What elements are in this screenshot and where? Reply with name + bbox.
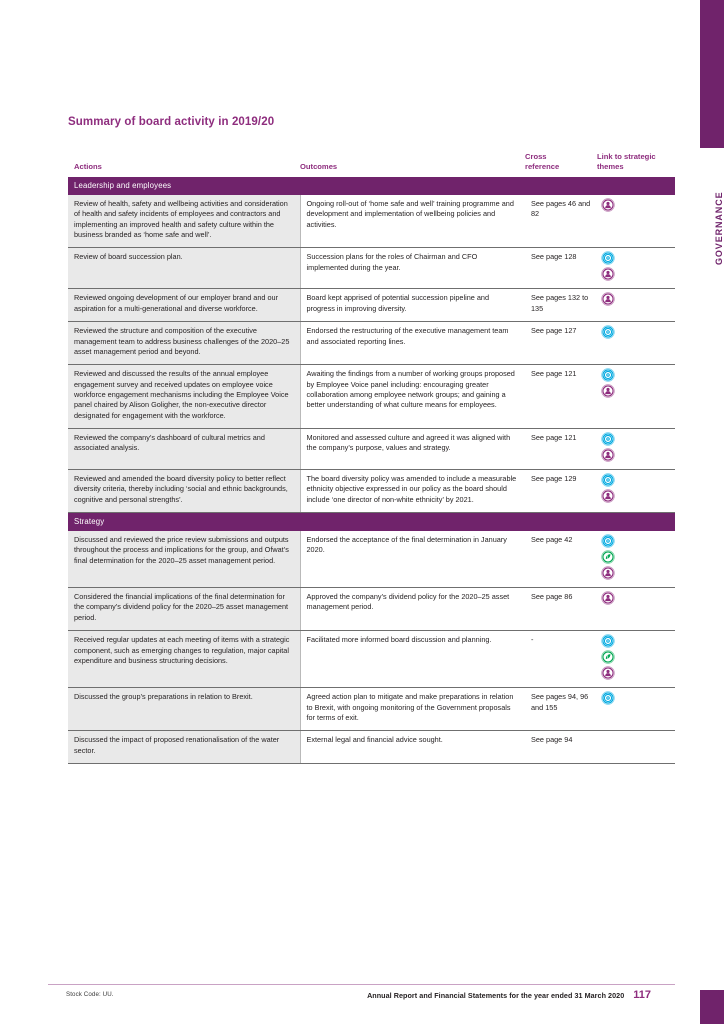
cell-outcomes: Awaiting the findings from a number of working groups proposed by Employee Voice panel including: encouraging greater collaboration among employee network groups; and gaining a better understanding of what culture means for employees. [300, 365, 525, 429]
cell-actions: Review of board succession plan. [68, 248, 300, 289]
column-header-link-themes [597, 140, 675, 177]
cell-actions: Reviewed the structure and composition of the executive management team to address business challenges of the 2020–25 asset management period and beyond. [68, 322, 300, 365]
cell-strategic-themes [597, 248, 675, 289]
cell-strategic-themes [597, 631, 675, 688]
cell-strategic-themes [597, 531, 675, 588]
table-row [68, 195, 675, 248]
people-theme-icon [601, 267, 615, 281]
section-tab [700, 0, 724, 1024]
cell-cross-reference: See pages 132 to 135 [525, 289, 597, 322]
cell-actions: Review of health, safety and wellbeing activities and consideration of health and safety incidents of employees and contractors and implementing an improved health and safety culture within the business branded as ‘home safe and well’. [68, 195, 300, 248]
customers-theme-icon [601, 534, 615, 548]
environment-theme-icon [601, 550, 615, 564]
theme-icon-stack [601, 691, 667, 705]
customers-theme-icon [601, 432, 615, 446]
cell-outcomes: Monitored and assessed culture and agreed it was aligned with the company’s purpose, values and strategy. [300, 429, 525, 470]
table-row [68, 588, 675, 631]
cell-outcomes: Facilitated more informed board discussion and planning. [300, 631, 525, 688]
cell-cross-reference: See page 129 [525, 470, 597, 513]
cell-strategic-themes [597, 429, 675, 470]
table-row [68, 322, 675, 365]
cell-actions: Discussed and reviewed the price review submissions and outputs throughout the process and implications for the group, and Ofwat’s final determination for the 2020–25 asset management period. [68, 531, 300, 588]
table-row [68, 429, 675, 470]
table-section-title: Leadership and employees [68, 177, 675, 195]
cell-actions: Received regular updates at each meeting of items with a strategic component, such as emerging changes to regulation, major capital expenditure and business structuring decisions. [68, 631, 300, 688]
column-header-link-themes-line1: Link to strategic [597, 151, 656, 161]
people-theme-icon [601, 198, 615, 212]
cell-actions: Reviewed the company’s dashboard of cultural metrics and associated analysis. [68, 429, 300, 470]
cell-strategic-themes [597, 588, 675, 631]
table-row [68, 531, 675, 588]
theme-icon-stack [601, 432, 667, 462]
cell-cross-reference: See pages 94, 96 and 155 [525, 688, 597, 731]
theme-icon-stack [601, 534, 667, 580]
section-tab-block-top [700, 0, 724, 148]
theme-icon-stack [601, 368, 667, 398]
cell-outcomes: Ongoing roll-out of ‘home safe and well’ training programme and development and implementation of wellbeing policies and activities. [300, 195, 525, 248]
cell-strategic-themes [597, 289, 675, 322]
footer-divider [48, 984, 675, 985]
cell-strategic-themes [597, 470, 675, 513]
cell-cross-reference: See page 94 [525, 731, 597, 764]
cell-cross-reference: See page 128 [525, 248, 597, 289]
customers-theme-icon [601, 368, 615, 382]
cell-outcomes: Board kept apprised of potential succession pipeline and progress in improving diversity. [300, 289, 525, 322]
section-tab-block-bottom [700, 990, 724, 1024]
footer-right-group [367, 989, 651, 1001]
cell-outcomes: Endorsed the restructuring of the executive management team and associated reporting lines. [300, 322, 525, 365]
customers-theme-icon [601, 473, 615, 487]
people-theme-icon [601, 489, 615, 503]
people-theme-icon [601, 666, 615, 680]
cell-actions: Discussed the impact of proposed renationalisation of the water sector. [68, 731, 300, 764]
footer-report-title: Annual Report and Financial Statements for the year ended 31 March 2020 [367, 991, 625, 1000]
table-row [68, 688, 675, 731]
column-header-cross-reference [525, 140, 597, 177]
people-theme-icon [601, 591, 615, 605]
cell-strategic-themes [597, 731, 675, 764]
people-theme-icon [601, 448, 615, 462]
table-section-header [68, 513, 675, 532]
column-header-link-themes-line2: themes [597, 161, 624, 171]
cell-cross-reference: See page 42 [525, 531, 597, 588]
cell-actions: Reviewed and discussed the results of the annual employee engagement survey and received updates on employee voice workforce engagement mechanisms including the Employee Voice panel chaired by Alison Goligher, the non-executive director designated for engagement with the workforce. [68, 365, 300, 429]
people-theme-icon [601, 566, 615, 580]
theme-icon-stack [601, 634, 667, 680]
theme-icon-stack [601, 292, 667, 306]
cell-cross-reference: See page 121 [525, 365, 597, 429]
cell-outcomes: The board diversity policy was amended to include a measurable ethnicity objective expressed in our policy as the board should include ‘one director of non-white ethnicity’ by 2021. [300, 470, 525, 513]
customers-theme-icon [601, 251, 615, 265]
cell-cross-reference: - [525, 631, 597, 688]
footer-page-number: 117 [633, 989, 651, 1001]
cell-actions: Considered the financial implications of the final determination for the company’s dividend policy for the 2020–25 asset management period. [68, 588, 300, 631]
cell-cross-reference: See pages 46 and 82 [525, 195, 597, 248]
theme-icon-stack [601, 473, 667, 503]
section-tab-label: GOVERNANCE [714, 191, 724, 265]
theme-icon-stack [601, 591, 667, 605]
theme-icon-stack [601, 251, 667, 281]
cell-actions: Reviewed ongoing development of our employer brand and our aspiration for a multi-generational and diverse workforce. [68, 289, 300, 322]
table-row [68, 248, 675, 289]
cell-strategic-themes [597, 195, 675, 248]
page-title: Summary of board activity in 2019/20 [68, 116, 275, 128]
column-header-cross-reference-line2: reference [525, 161, 560, 171]
cell-outcomes: Endorsed the acceptance of the final determination in January 2020. [300, 531, 525, 588]
table-row [68, 631, 675, 688]
customers-theme-icon [601, 325, 615, 339]
theme-icon-stack [601, 198, 667, 212]
table-section-header [68, 177, 675, 195]
table-body [68, 177, 675, 763]
cell-cross-reference: See page 121 [525, 429, 597, 470]
column-header-outcomes: Outcomes [300, 161, 338, 171]
table-row [68, 365, 675, 429]
column-header-cross-reference-line1: Cross [525, 151, 547, 161]
cell-actions: Discussed the group’s preparations in relation to Brexit. [68, 688, 300, 731]
cell-strategic-themes [597, 322, 675, 365]
table-section-title: Strategy [68, 513, 675, 532]
people-theme-icon [601, 292, 615, 306]
cell-strategic-themes [597, 688, 675, 731]
cell-cross-reference: See page 127 [525, 322, 597, 365]
footer-stock-code: Stock Code: UU. [66, 991, 114, 998]
cell-cross-reference: See page 86 [525, 588, 597, 631]
people-theme-icon [601, 384, 615, 398]
column-header-actions: Actions [74, 161, 102, 171]
theme-icon-stack [601, 325, 667, 339]
environment-theme-icon [601, 650, 615, 664]
table-row [68, 470, 675, 513]
cell-outcomes: Approved the company’s dividend policy for the 2020–25 asset management period. [300, 588, 525, 631]
customers-theme-icon [601, 691, 615, 705]
customers-theme-icon [601, 634, 615, 648]
cell-actions: Reviewed and amended the board diversity policy to better reflect diversity criteria, thereby including ‘social and ethnic backgrounds, cognitive and personal strengths’. [68, 470, 300, 513]
cell-strategic-themes [597, 365, 675, 429]
cell-outcomes: External legal and financial advice sought. [300, 731, 525, 764]
board-activity-table [68, 140, 675, 764]
cell-outcomes: Succession plans for the roles of Chairman and CFO implemented during the year. [300, 248, 525, 289]
table-row [68, 289, 675, 322]
table-row [68, 731, 675, 764]
cell-outcomes: Agreed action plan to mitigate and make preparations in relation to Brexit, with ongoing monitoring of the Government proposals for terms of exit. [300, 688, 525, 731]
table-header [68, 140, 675, 177]
